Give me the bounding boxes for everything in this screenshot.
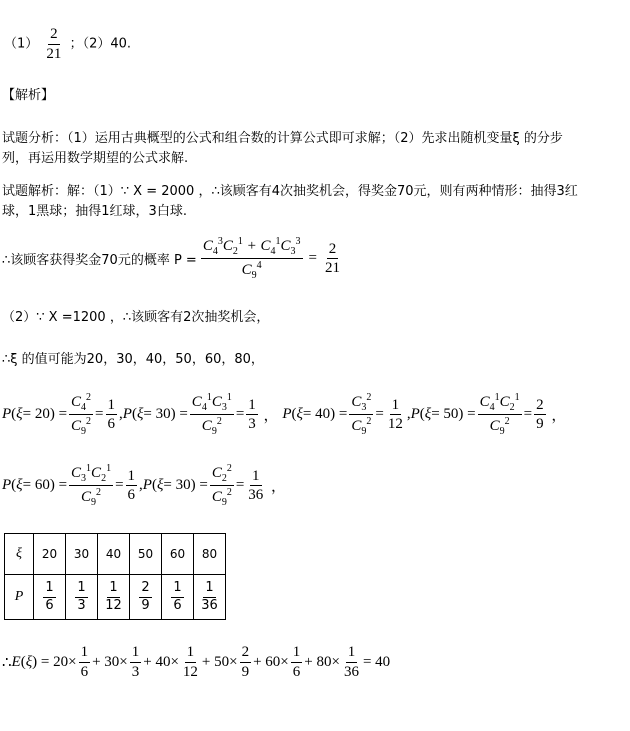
- part2-line: （2）∵ X =1200 ，∴该顾客有2次抽奖机会，: [2, 310, 270, 325]
- prob70-result-num: 2: [327, 241, 339, 260]
- distribution-table: [4, 533, 226, 620]
- expectation-result: = 40: [362, 653, 391, 670]
- prob70-result-den: 21: [324, 260, 340, 276]
- table-cell-value: 50: [130, 534, 162, 575]
- answer-part2: ；（2）40.: [69, 36, 132, 52]
- answer-part1-fraction: [44, 26, 63, 62]
- answer-part1-den: 21: [46, 45, 62, 62]
- table-cell-prob: $\frac{1}{36}$: [194, 575, 226, 620]
- table-cell-prob: $\frac{2}{9}$: [130, 575, 162, 620]
- analysis-line-1: 试题分析：（1）运用古典概型的公式和组合数的计算公式即可求解；（2）先求出随机变量ξ 的分步: [2, 131, 563, 146]
- answer-part1-num: 2: [48, 26, 60, 45]
- table-cell-value: 30: [66, 534, 98, 575]
- prob70-equation: [2, 236, 344, 281]
- table-cell-value: 60: [162, 534, 194, 575]
- equals-sign: =: [308, 250, 317, 266]
- values-line: ∴ξ 的值可能为20，30，40，50，60，80，: [2, 352, 264, 367]
- solution-line-1: 试题解析：解：（1）∵ X = 2000 ，∴该顾客有4次抽奖机会，得奖金70元，则有两种情形：抽得3红: [2, 184, 578, 199]
- section-title: 【解析】: [2, 88, 55, 103]
- table-header-p: P: [5, 575, 34, 620]
- solution-line-2: 球，1黑球；抽得1红球，3白球.: [2, 204, 187, 219]
- prob70-denominator: $C_9^4$: [241, 260, 262, 281]
- table-cell-value: 80: [194, 534, 226, 575]
- prob70-numerator: $C_4^3C_2^1 + C_4^1C_3^3$: [202, 236, 301, 257]
- table-row-probs: [5, 575, 226, 620]
- table-cell-value: 20: [34, 534, 66, 575]
- expectation-equation: ∴ E ( ξ ) = 20× $\frac{1}{6}$ + 30× $\frac{1}{3}$ + 40× $\frac{1}{12}$ + 50× $\frac{2}{9}$ + 60× $\frac{1}{6}$ + 80× $\frac{1}{36}$ = 40: [2, 644, 391, 680]
- prob70-label: ∴该顾客获得奖金70元的概率 P =: [2, 253, 197, 268]
- prob70-result: [323, 241, 342, 277]
- table-cell-prob: $\frac{1}{6}$: [162, 575, 194, 620]
- analysis-line-2: 列，再运用数学期望的公式求解.: [2, 151, 189, 166]
- answer-line: [4, 26, 131, 62]
- table-header-xi: ξ: [5, 534, 34, 575]
- table-row-values: [5, 534, 226, 575]
- probabilities-row-1: P ( ξ = 20) = $\frac{C_4^2}{C_9^2}$ = $\frac{1}{6}$ , P ( ξ = 30) = $\frac{C_4^1C_3^1}{C_9^2}$ = $\frac{1}{3}$ ， P ( ξ = 40) = $\frac{C_3^2}{C_9^2}$ = $\frac{1}{12}$ , P ( ξ = 50) = $\frac{C_4^1C_2^1}{C_9^2}$ = $\frac{2}{9}$ ，: [2, 392, 567, 437]
- answer-part1-label: （1）: [4, 36, 39, 52]
- table-cell-prob: $\frac{1}{12}$: [98, 575, 130, 620]
- probabilities-row-2: P ( ξ = 60) = $\frac{C_3^1C_2^1}{C_9^2}$ = $\frac{1}{6}$ , P ( ξ = 30) = $\frac{C_2^2}{C_9^2}$ = $\frac{1}{36}$ ，: [2, 463, 287, 508]
- table-cell-value: 40: [98, 534, 130, 575]
- table-cell-prob: $\frac{1}{6}$: [34, 575, 66, 620]
- prob70-fraction: [201, 236, 303, 281]
- table-cell-prob: $\frac{1}{3}$: [66, 575, 98, 620]
